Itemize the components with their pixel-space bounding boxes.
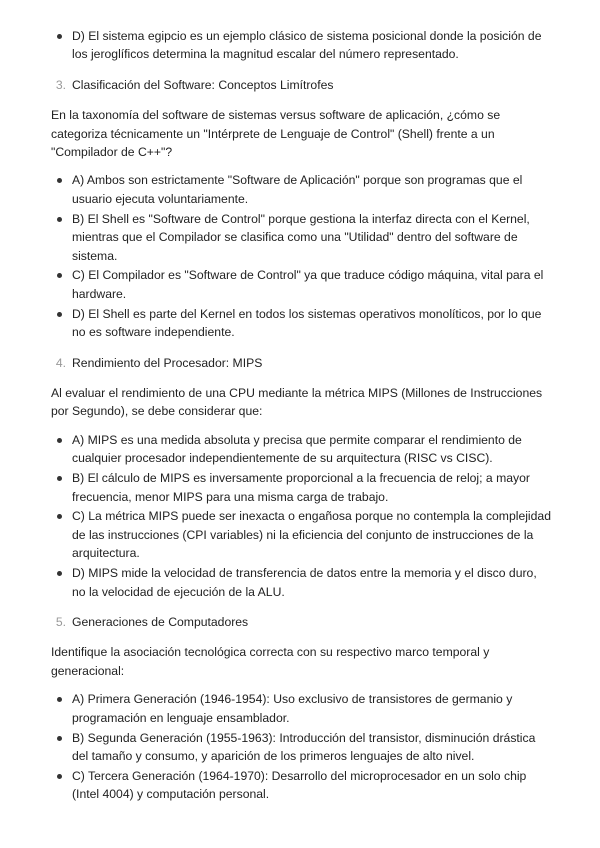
question-stem: En la taxonomía del software de sistemas versus software de aplicación, ¿cómo se categoriza técnicamente un "Intérprete de Lenguaje de Control" (Shell) frente a un "Compilador de C++"? (51, 108, 501, 160)
question-heading (51, 76, 551, 94)
option-item: A) MIPS es una medida absoluta y precisa que permite comparar el rendimiento de cualquier procesador independientemente de su arquitectura (RISC vs CISC). (51, 431, 551, 468)
question-title: Rendimiento del Procesador: MIPS (72, 355, 263, 370)
option-item: B) El Shell es "Software de Control" porque gestiona la interfaz directa con el Kernel, mientras que el Compilador se clasifica como una "Utilidad" dentro del software de sistema. (51, 210, 551, 265)
document-content (51, 27, 551, 805)
q2-option-list (51, 27, 551, 64)
option-list (51, 690, 551, 803)
question-number: 5. (55, 614, 66, 629)
option-item: A) Primera Generación (1946-1954): Uso exclusivo de transistores de germanio y programación en lenguaje ensamblador. (51, 690, 551, 727)
option-item: B) Segunda Generación (1955-1963): Introducción del transistor, disminución drástica del tamaño y consumo, y aparición de los primeros lenguajes de alto nivel. (51, 729, 551, 766)
question-stem: Identifique la asociación tecnológica correcta con su respectivo marco temporal y generacional: (51, 645, 490, 678)
question-stem: Al evaluar el rendimiento de una CPU mediante la métrica MIPS (Millones de Instrucciones por Segundo), se debe considerar que: (51, 386, 543, 419)
option-item: D) El Shell es parte del Kernel en todos los sistemas operativos monolíticos, por lo que no es software independiente. (51, 305, 551, 342)
option-list (51, 171, 551, 341)
option-item: C) El Compilador es "Software de Control" ya que traduce código máquina, vital para el hardware. (51, 266, 551, 303)
question-title: Clasificación del Software: Conceptos Limítrofes (72, 77, 334, 92)
question-heading (51, 613, 551, 631)
option-item: C) Tercera Generación (1964-1970): Desarrollo del microprocesador en un solo chip (Intel 4004) y computación personal. (51, 767, 551, 804)
option-item: B) El cálculo de MIPS es inversamente proporcional a la frecuencia de reloj; a mayor frecuencia, menor MIPS para una misma carga de trabajo. (51, 469, 551, 506)
question-title: Generaciones de Computadores (72, 614, 249, 629)
option-item: D) MIPS mide la velocidad de transferencia de datos entre la memoria y el disco duro, no la velocidad de ejecución de la ALU. (51, 564, 551, 601)
question-number: 4. (55, 355, 66, 370)
option-item: C) La métrica MIPS puede ser inexacta o engañosa porque no contempla la complejidad de las instrucciones (CPI variables) ni la eficiencia del conjunto de instrucciones de la arquitectura. (51, 507, 551, 562)
option-list (51, 431, 551, 601)
question-heading (51, 354, 551, 372)
option-item: A) Ambos son estrictamente "Software de Aplicación" porque son programas que el usuario ejecuta voluntariamente. (51, 171, 551, 208)
option-item: D) El sistema egipcio es un ejemplo clásico de sistema posicional donde la posición de los jeroglíficos determina la magnitud escalar del número representado. (51, 27, 551, 64)
question-number: 3. (55, 77, 66, 92)
